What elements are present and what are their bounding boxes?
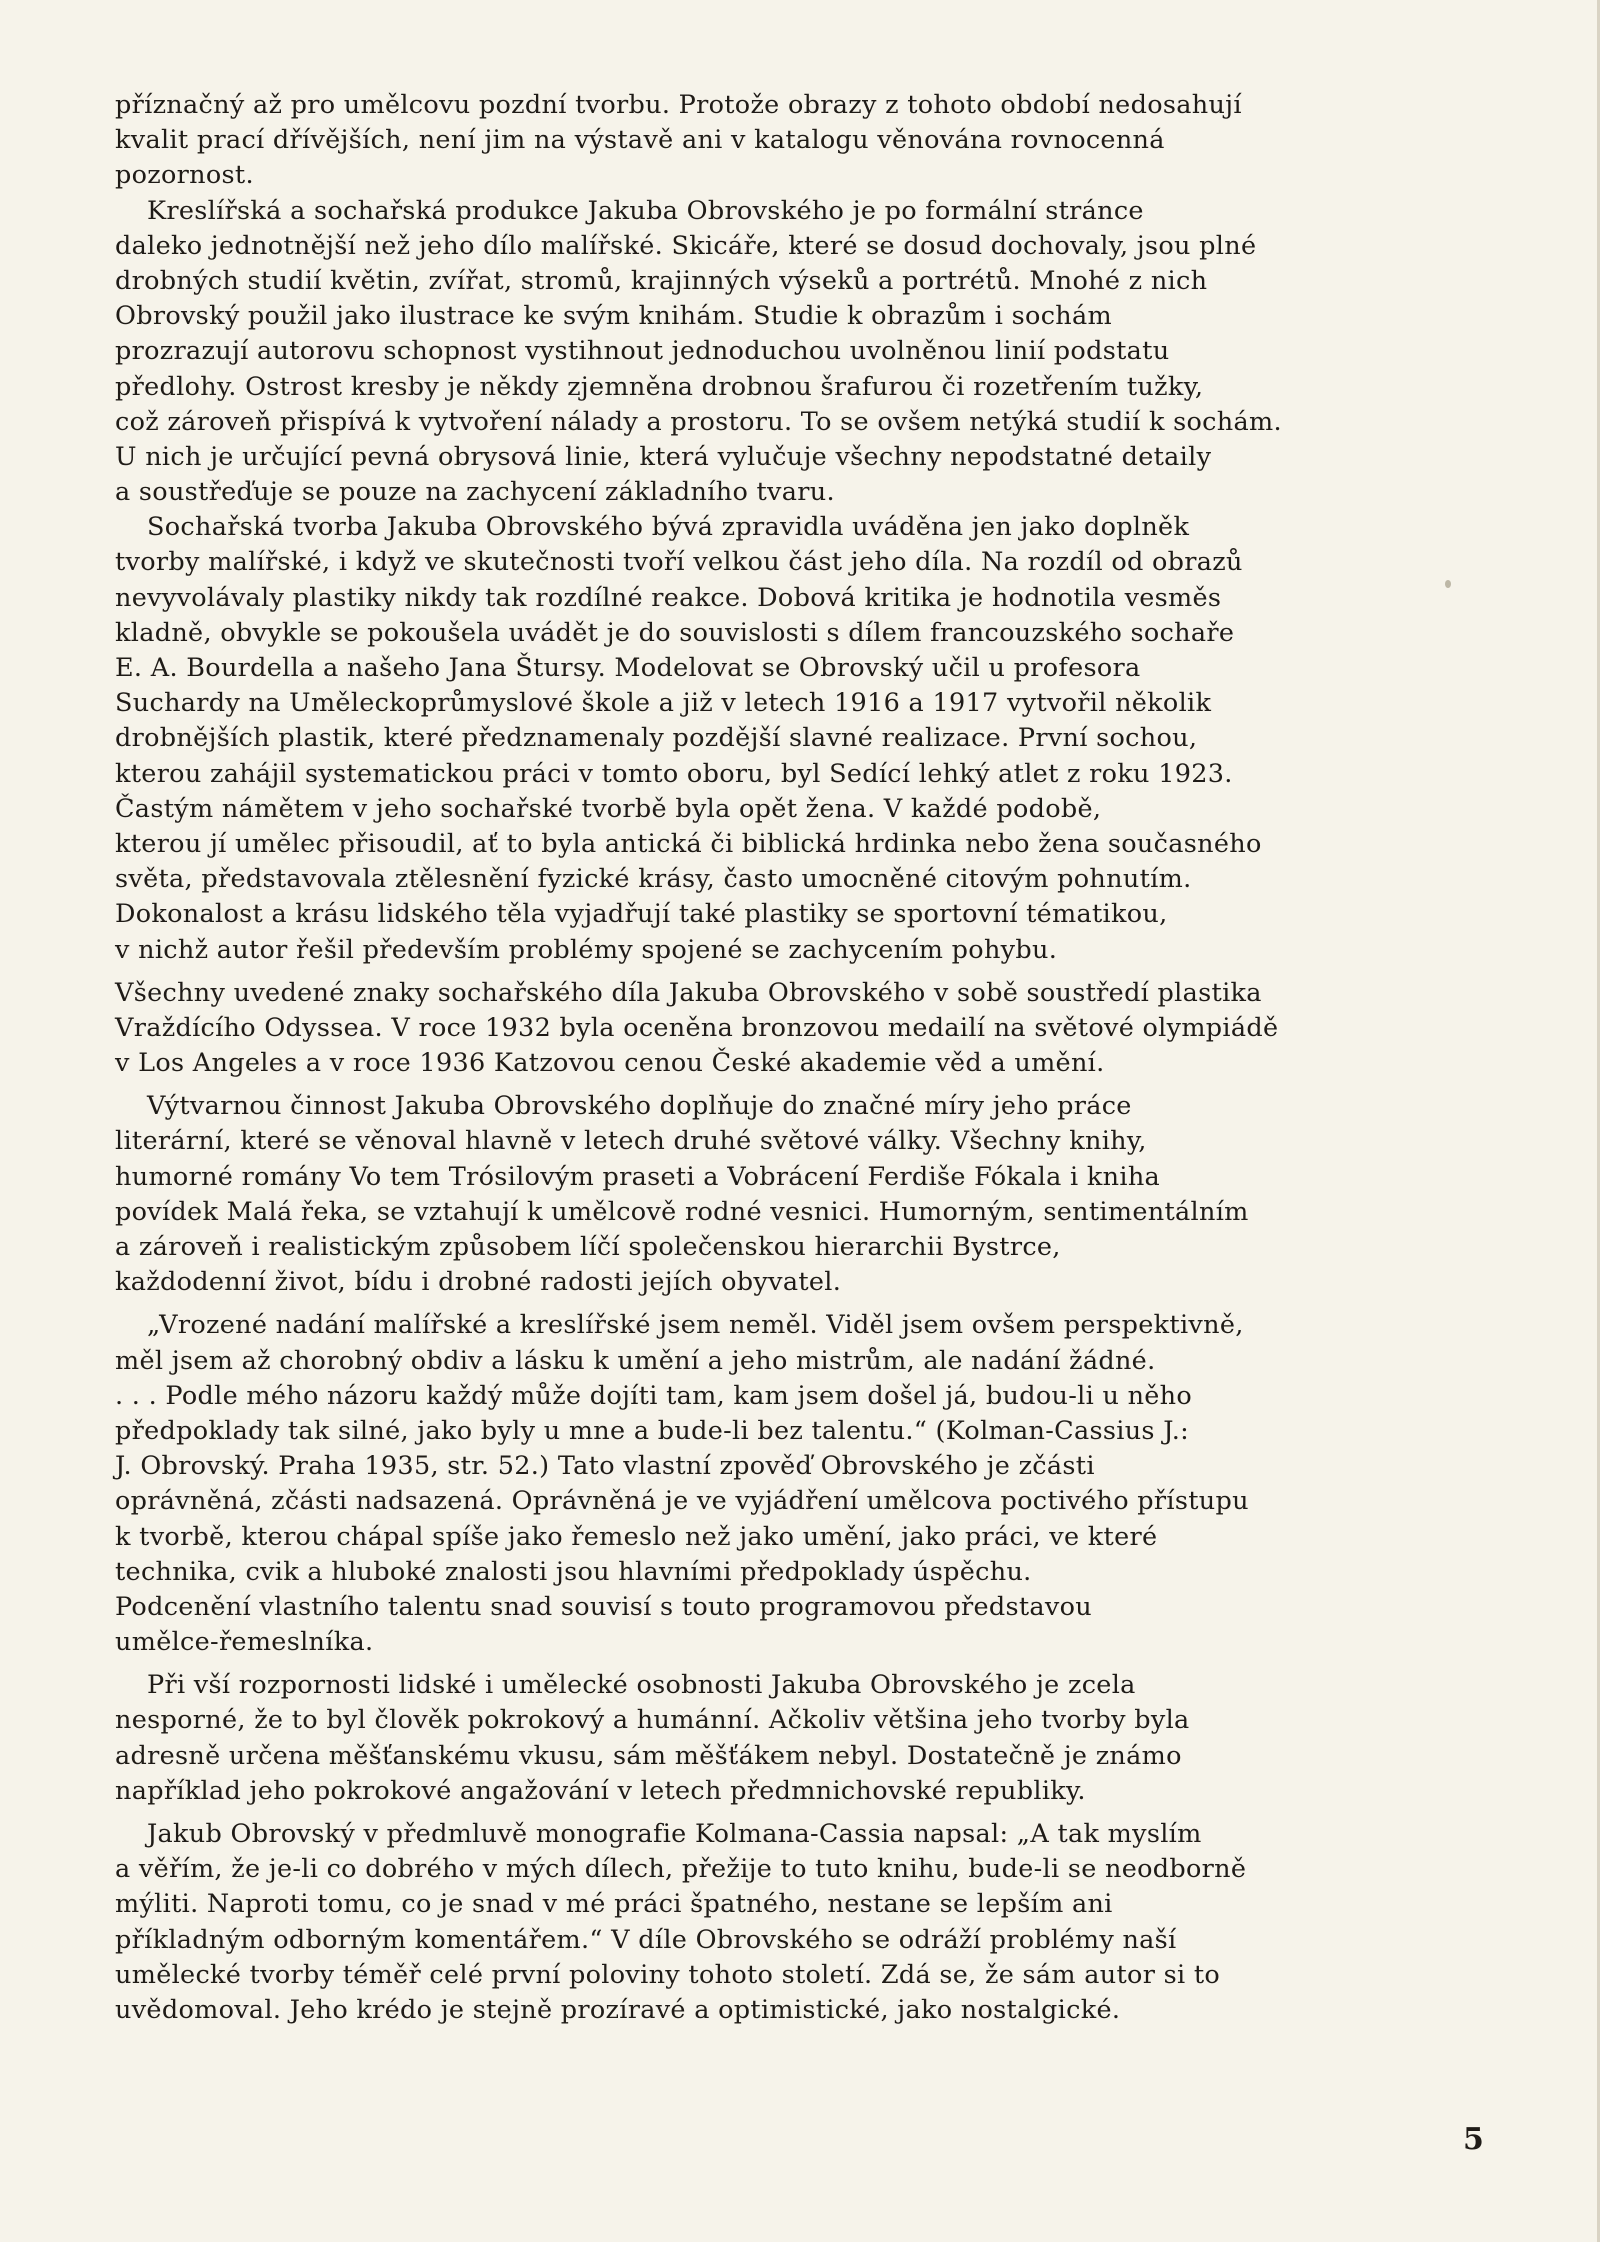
text-line: kterou jí umělec přisoudil, ať to byla antická či biblická hrdinka nebo žena současného bbox=[115, 828, 1262, 859]
paragraph-gap bbox=[115, 1081, 1450, 1089]
paragraph-gap bbox=[115, 1809, 1450, 1817]
text-line: Jakub Obrovský v předmluvě monografie Kolmana-Cassia napsal: „A tak myslím bbox=[147, 1819, 1202, 1849]
text-line: kvalit prací dřívějších, není jim na výstavě ani v katalogu věnována rovnocenná bbox=[115, 125, 1165, 156]
text-line: humorné romány Vo tem Trósilovým praseti a Vobrácení Ferdiše Fókala i kniha bbox=[115, 1161, 1161, 1192]
text-line: drobných studií květin, zvířat, stromů, krajinných výseků a portrétů. Mnohé z nich bbox=[115, 265, 1208, 296]
text-line: a věřím, že je-li co dobrého v mých dílech, přežije to tuto knihu, bude-li se neodborně bbox=[115, 1854, 1247, 1885]
text-line: technika, cvik a hluboké znalosti jsou hlavními předpoklady úspěchu. bbox=[115, 1556, 1032, 1587]
text-line: prozrazují autorovu schopnost vystihnout jednoduchou uvolněnou linií podstatu bbox=[115, 336, 1170, 367]
body-text bbox=[115, 88, 1450, 2028]
text-line: příznačný až pro umělcovu pozdní tvorbu. Protože obrazy z tohoto období nedosahují bbox=[115, 90, 1242, 120]
text-line: příkladným odborným komentářem.“ V díle Obrovského se odráží problémy naší bbox=[115, 1924, 1177, 1955]
text-line: umělecké tvorby téměř celé první poloviny tohoto století. Zdá se, že sám autor si to bbox=[115, 1959, 1221, 1990]
text-line: kladně, obvykle se pokoušela uvádět je do souvislosti s dílem francouzského sochaře bbox=[115, 617, 1235, 648]
text-line: literární, které se věnoval hlavně v letech druhé světové války. Všechny knihy, bbox=[115, 1126, 1147, 1157]
paragraph-gap bbox=[115, 968, 1450, 976]
paragraph-gap bbox=[115, 1660, 1450, 1668]
page-number: 5 bbox=[1463, 2122, 1484, 2157]
text-line: mýliti. Naproti tomu, co je snad v mé práci špatného, nestane se lepším ani bbox=[115, 1889, 1113, 1920]
text-line: Výtvarnou činnost Jakuba Obrovského doplňuje do značné míry jeho práce bbox=[147, 1091, 1132, 1122]
text-line: měl jsem až chorobný obdiv a lásku k umění a jeho mistrům, ale nadání žádné. bbox=[115, 1345, 1156, 1376]
text-line: Při vší rozpornosti lidské i umělecké osobnosti Jakuba Obrovského je zcela bbox=[147, 1670, 1136, 1701]
text-line: Obrovský použil jako ilustrace ke svým knihám. Studie k obrazům i sochám bbox=[115, 301, 1112, 332]
text-line: v nichž autor řešil především problémy spojené se zachycením pohybu. bbox=[115, 934, 1058, 965]
text-line: a zároveň i realistickým způsobem líčí společenskou hierarchii Bystrce, bbox=[115, 1232, 1061, 1262]
text-line: pozornost. bbox=[115, 160, 254, 191]
text-line: každodenní život, bídu i drobné radosti jejích obyvatel. bbox=[115, 1267, 842, 1298]
text-line: umělce-řemeslníka. bbox=[115, 1627, 374, 1658]
text-line: kterou zahájil systematickou práci v tomto oboru, byl Sedící lehký atlet z roku 1923. bbox=[115, 758, 1233, 789]
text-line: drobnějších plastik, které předznamenaly pozdější slavné realizace. První sochou, bbox=[115, 723, 1198, 754]
text-line: adresně určena měšťanskému vkusu, sám měšťákem nebyl. Dostatečně je známo bbox=[115, 1740, 1182, 1771]
text-line: nesporné, že to byl člověk pokrokový a humánní. Ačkoliv většina jeho tvorby byla bbox=[115, 1705, 1190, 1736]
text-line: což zároveň přispívá k vytvoření nálady a prostoru. To se ovšem netýká studií k sochám. bbox=[115, 406, 1282, 437]
text-line: v Los Angeles a v roce 1936 Katzovou cenou České akademie věd a umění. bbox=[115, 1048, 1105, 1079]
text-line: Sochařská tvorba Jakuba Obrovského bývá zpravidla uváděna jen jako doplněk bbox=[147, 512, 1190, 543]
text-line: „Vrozené nadání malířské a kreslířské jsem neměl. Viděl jsem ovšem perspektivně, bbox=[147, 1310, 1244, 1341]
text-line: oprávněná, zčásti nadsazená. Oprávněná je ve vyjádření umělcova poctivého přístupu bbox=[115, 1486, 1249, 1517]
text-line: Suchardy na Uměleckoprůmyslové škole a již v letech 1916 a 1917 vytvořil několik bbox=[115, 688, 1212, 719]
text-line: předlohy. Ostrost kresby je někdy zjemněna drobnou šrafurou či rozetřením tužky, bbox=[115, 371, 1204, 402]
text-line: . . . Podle mého názoru každý může dojíti tam, kam jsem došel já, budou-li u něho bbox=[115, 1380, 1193, 1411]
text-line: Všechny uvedené znaky sochařského díla Jakuba Obrovského v sobě soustředí plastika bbox=[115, 977, 1262, 1008]
text-line: E. A. Bourdella a našeho Jana Štursy. Modelovat se Obrovský učil u profesora bbox=[115, 653, 1141, 683]
text-line: k tvorbě, kterou chápal spíše jako řemeslo než jako umění, jako práci, ve které bbox=[115, 1521, 1158, 1552]
text-line: světa, představovala ztělesnění fyzické krásy, často umocněné citovým pohnutím. bbox=[115, 864, 1192, 895]
text-line: Kreslířská a sochařská produkce Jakuba Obrovského je po formální stránce bbox=[147, 195, 1144, 226]
text-line: Podcenění vlastního talentu snad souvisí s touto programovou představou bbox=[115, 1591, 1093, 1622]
text-line: uvědomoval. Jeho krédo je stejně prozíravé a optimistické, jako nostalgické. bbox=[115, 1994, 1121, 2025]
text-line: a soustřeďuje se pouze na zachycení základního tvaru. bbox=[115, 477, 835, 508]
text-line: například jeho pokrokové angažování v letech předmnichovské republiky. bbox=[115, 1775, 1086, 1806]
text-line: daleko jednotnější než jeho dílo malířské. Skicáře, které se dosud dochovaly, jsou plné bbox=[115, 230, 1257, 261]
text-line: J. Obrovský. Praha 1935, str. 52.) Tato vlastní zpověď Obrovského je zčásti bbox=[115, 1451, 1095, 1482]
paragraph-gap bbox=[115, 1300, 1450, 1308]
text-line: Častým námětem v jeho sochařské tvorbě byla opět žena. V každé podobě, bbox=[115, 793, 1102, 824]
text-line: Vraždícího Odyssea. V roce 1932 byla oceněna bronzovou medailí na světové olympiádě bbox=[115, 1012, 1279, 1043]
text-line: předpoklady tak silné, jako byly u mne a bude-li bez talentu.“ (Kolman-Cassius J.: bbox=[115, 1415, 1190, 1446]
text-line: tvorby malířské, i když ve skutečnosti tvoří velkou část jeho díla. Na rozdíl od obrazů bbox=[115, 547, 1243, 578]
text-line: nevyvolávaly plastiky nikdy tak rozdílné reakce. Dobová kritika je hodnotila vesměs bbox=[115, 582, 1222, 613]
text-line: Dokonalost a krásu lidského těla vyjadřují také plastiky se sportovní tématikou, bbox=[115, 899, 1168, 930]
text-line: U nich je určující pevná obrysová linie, která vylučuje všechny nepodstatné detaily bbox=[115, 441, 1212, 472]
text-line: povídek Malá řeka, se vztahují k umělcově rodné vesnici. Humorným, sentimentálním bbox=[115, 1196, 1249, 1227]
paper-speck bbox=[1445, 580, 1451, 588]
